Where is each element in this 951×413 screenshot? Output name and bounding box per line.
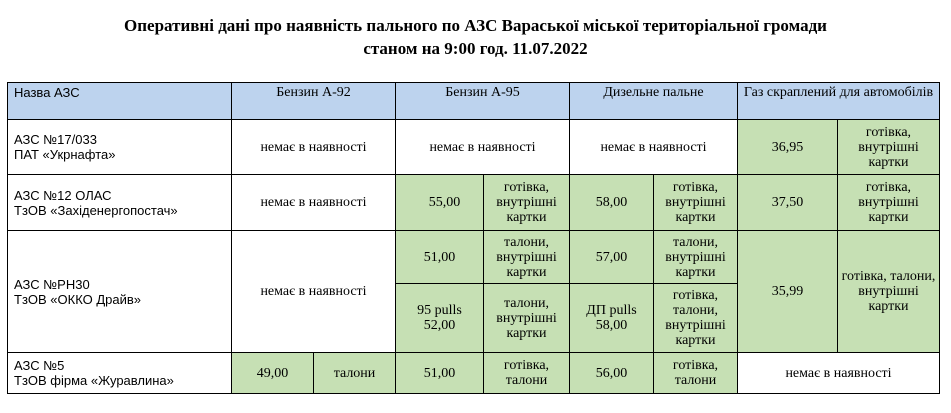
page-title xyxy=(0,14,951,60)
gas-payment-method: готівка, внутрішні картки xyxy=(838,175,940,231)
diesel-pulls-label: ДП pulls xyxy=(586,303,637,318)
diesel-pulls-payment-method: готівка, талони, внутрішні картки xyxy=(654,284,738,353)
fuel-availability-table xyxy=(7,82,940,394)
diesel-payment-method: готівка, внутрішні картки xyxy=(654,175,738,231)
diesel-payment-method: готівка, талони xyxy=(654,353,738,394)
station-company: ТзОВ «Західенергопостач» xyxy=(14,202,178,218)
a92-status: немає в наявності xyxy=(232,175,396,231)
station-name xyxy=(8,231,232,353)
a95-payment-method: готівка, внутрішні картки xyxy=(484,175,570,231)
station-name xyxy=(8,353,232,394)
gas-payment-method: готівка, талони, внутрішні картки xyxy=(838,231,940,353)
a95-price: 51,00 xyxy=(396,353,484,394)
gas-price: 35,99 xyxy=(738,231,838,353)
station-number: АЗС №12 ОЛАС xyxy=(14,187,112,203)
title-line-2: станом на 9:00 год. 11.07.2022 xyxy=(363,39,588,58)
a92-status: немає в наявності xyxy=(232,120,396,175)
header-a95: Бензин А-95 xyxy=(396,83,570,120)
diesel-pulls-value: 58,00 xyxy=(595,318,628,333)
a92-status: немає в наявності xyxy=(232,231,396,353)
a95-payment-method: готівка, талони xyxy=(484,353,570,394)
a95-pulls-payment-method: талони, внутрішні картки xyxy=(484,284,570,353)
diesel-pulls-price xyxy=(570,284,654,353)
station-number: АЗС №17/033 xyxy=(14,132,97,147)
table-row xyxy=(8,120,940,175)
diesel-price: 56,00 xyxy=(570,353,654,394)
a95-price: 55,00 xyxy=(396,175,484,231)
header-gas: Газ скраплений для автомобілів xyxy=(738,83,940,120)
a95-status: немає в наявності xyxy=(396,120,570,175)
gas-price: 36,95 xyxy=(738,120,838,175)
gas-price: 37,50 xyxy=(738,175,838,231)
title-line-1: Оперативні дані про наявність пального по АЗС Вараської міської територіальної громади xyxy=(124,16,827,35)
a95-payment-method: талони, внутрішні картки xyxy=(484,231,570,284)
diesel-price: 58,00 xyxy=(570,175,654,231)
station-company: ПАТ «Укрнафта» xyxy=(14,147,116,162)
station-name xyxy=(8,120,232,175)
a92-payment-method: талони xyxy=(314,353,396,394)
header-station: Назва АЗС xyxy=(8,83,232,120)
a95-price: 51,00 xyxy=(396,231,484,284)
diesel-status: немає в наявності xyxy=(570,120,738,175)
a95-pulls-price xyxy=(396,284,484,353)
table-header-row xyxy=(8,83,940,120)
station-name xyxy=(8,175,232,231)
header-a92: Бензин А-92 xyxy=(232,83,396,120)
a92-price: 49,00 xyxy=(232,353,314,394)
diesel-price: 57,00 xyxy=(570,231,654,284)
gas-payment-method: готівка, внутрішні картки xyxy=(838,120,940,175)
diesel-payment-method: талони, внутрішні картки xyxy=(654,231,738,284)
station-company: ТзОВ фірма «Журавлина» xyxy=(14,373,174,388)
a95-pulls-value: 52,00 xyxy=(423,318,456,333)
a95-pulls-label: 95 pulls xyxy=(417,303,462,318)
table-row xyxy=(8,231,940,284)
table-row xyxy=(8,353,940,394)
header-diesel: Дизельне пальне xyxy=(570,83,738,120)
gas-status: немає в наявності xyxy=(738,353,940,394)
station-number: АЗС №РН30 xyxy=(14,276,90,292)
station-company: ТзОВ «ОККО Драйв» xyxy=(14,291,142,307)
table-row xyxy=(8,175,940,231)
station-number: АЗС №5 xyxy=(14,358,65,373)
